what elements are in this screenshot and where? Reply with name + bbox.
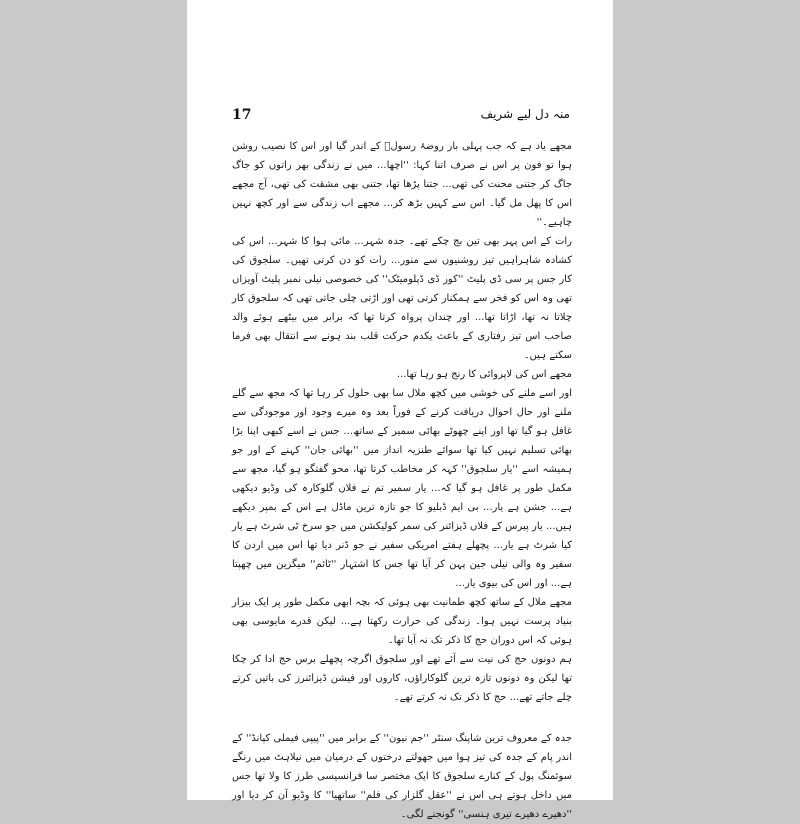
paragraph-2: رات کے اس پہر بھی تین بج چکے تھے۔ جدہ شہر... مائی ہوا کا شہر... اس کی کشادہ شاہراہیں تیز روشنیوں سے منور... رات کو دن کرتی تھیں۔ سلجوق کی کار جس پر سی ڈی پلیٹ ''کور ڈی ڈپلومیٹک'' کی خصوصی نیلی نمبر پلیٹ آویزاں تھی وہ اس کو فخر سے ہمکنار کرتی تھی اور اڑتی چلی جاتی تھی کہ سلجوق کار چلاتا نہ تھا، اڑاتا تھا... اور چندان پرواہ کرتا تھا کہ برابر میں بیٹھے ہوئے والد صاحب اس تیز رفتاری کے باعث یکدم حرکت قلب بند ہونے سے انتقال بھی فرما سکتے ہیں۔ [232, 236, 572, 361]
paragraph-4: اور اسے ملنے کی خوشی میں کچھ ملال سا بھی حلول کر رہا تھا کہ مجھ سے گلے ملنے اور حال احوال دریافت کرنے کے فوراً بعد وہ میرے وجود اور موجودگی سے غافل ہو گیا تھا اور اپنے چھوٹے بھائی سمیر کے ساتھ... جس نے اسے کبھی اپنا بڑا بھائی تسلیم نہیں کیا تھا سوائے طنزیہ انداز میں ''بھائی جان'' کہنے کے اور جو ہمیشہ اسے ''یار سلجوق'' کہہ کر مخاطب کرتا تھا، محو گفتگو ہو گیا، مجھ سے مکمل طور پر غافل ہو گیا کہ... یار سمیر تم نے فلاں گلوکارہ کی وڈیو دیکھی ہے... جشن ہے یار... بی ایم ڈبلیو کا جو تازہ ترین ماڈل ہے اس کے بمپر دیکھے ہیں... یار پیرس کے فلاں ڈیزائنر کی سمر کولیکشن میں جو سرخ ٹی شرٹ ہے یار کیا شرٹ ہے یار... پچھلے ہفتے امریکی سفیر نے جو ڈنر دیا تھا اس میں اردن کا سفیر وہ والی نیلی جین پہن کر آیا تھا جس کا اشتہار ''ٹائم'' میگزین میں چھپتا ہے... اور اس کی بیوی یار... [232, 388, 572, 589]
paragraph-7: جدہ کے معروف ترین شاپنگ سنٹر ''جم نیون'' کے برابر میں ''پیپی فیملی کپانڈ'' کے اندر پام کے جدہ کی تیز ہوا میں جھولتے درختوں کے درمیان میں نیلاہٹ میں رنگے سوئمنگ پول کے کنارے سلجوق کا ایک مختصر سا فرانسیسی طرز کا ولا تھا جس میں داخل ہوتے ہی اس نے ''عقل گلزار کی فلم'' ساتھیا'' کا وڈیو آن کر دیا اور ''دھیرے دھیرے تیری ہنسی'' گونجنے لگی۔ [232, 733, 572, 820]
paragraph-6: ہم دونوں حج کی نیت سے آئے تھے اور سلجوق اگرچہ پچھلے برس حج ادا کر چکا تھا لیکن وہ دونوں تازہ ترین گلوکاراؤں، کاروں اور فیشن ڈیزائنرز کی باتیں کرتے چلے جاتے تھے... حج کا ذکر تک نہ کرتے تھے۔ [232, 654, 572, 703]
paragraph-5: مجھے ملال کے ساتھ کچھ طمانیت بھی ہوئی کہ بچہ ابھی مکمل طور پر ایک بیزار بنیاد پرست نہیں ہوا۔ زندگی کی حرارت رکھتا ہے... لیکن قدرے مایوسی بھی ہوئی کہ اس دوران حج کا ذکر تک نہ آیا تھا۔ [232, 597, 572, 646]
paragraph-3: مجھے اس کی لاپروائی کا رنج ہو رہا تھا... [396, 369, 572, 380]
page-body [232, 137, 572, 820]
running-title: منہ دل لیے شریف [480, 107, 570, 121]
page-number: 17 [232, 107, 252, 123]
page-header [232, 107, 570, 137]
paragraph-1: مجھے یاد ہے کہ جب پہلی بار روضۂ رسولؐ کے اندر گیا اور اس کا نصیب روشن ہوا تو فون پر اس نے صرف اتنا کہا: ''اچھا... میں نے زندگی بھر راتوں کو جاگ جاگ کر جتنی محنت کی تھی... جتنا پڑھا تھا، جتنی بھی مشقت کی تھی، آج مجھے اس کا پھل مل گیا۔ اس سے کہیں بڑھ کر... مجھے اب زندگی سے اور کچھ نہیں چاہیے۔'' [232, 141, 572, 228]
